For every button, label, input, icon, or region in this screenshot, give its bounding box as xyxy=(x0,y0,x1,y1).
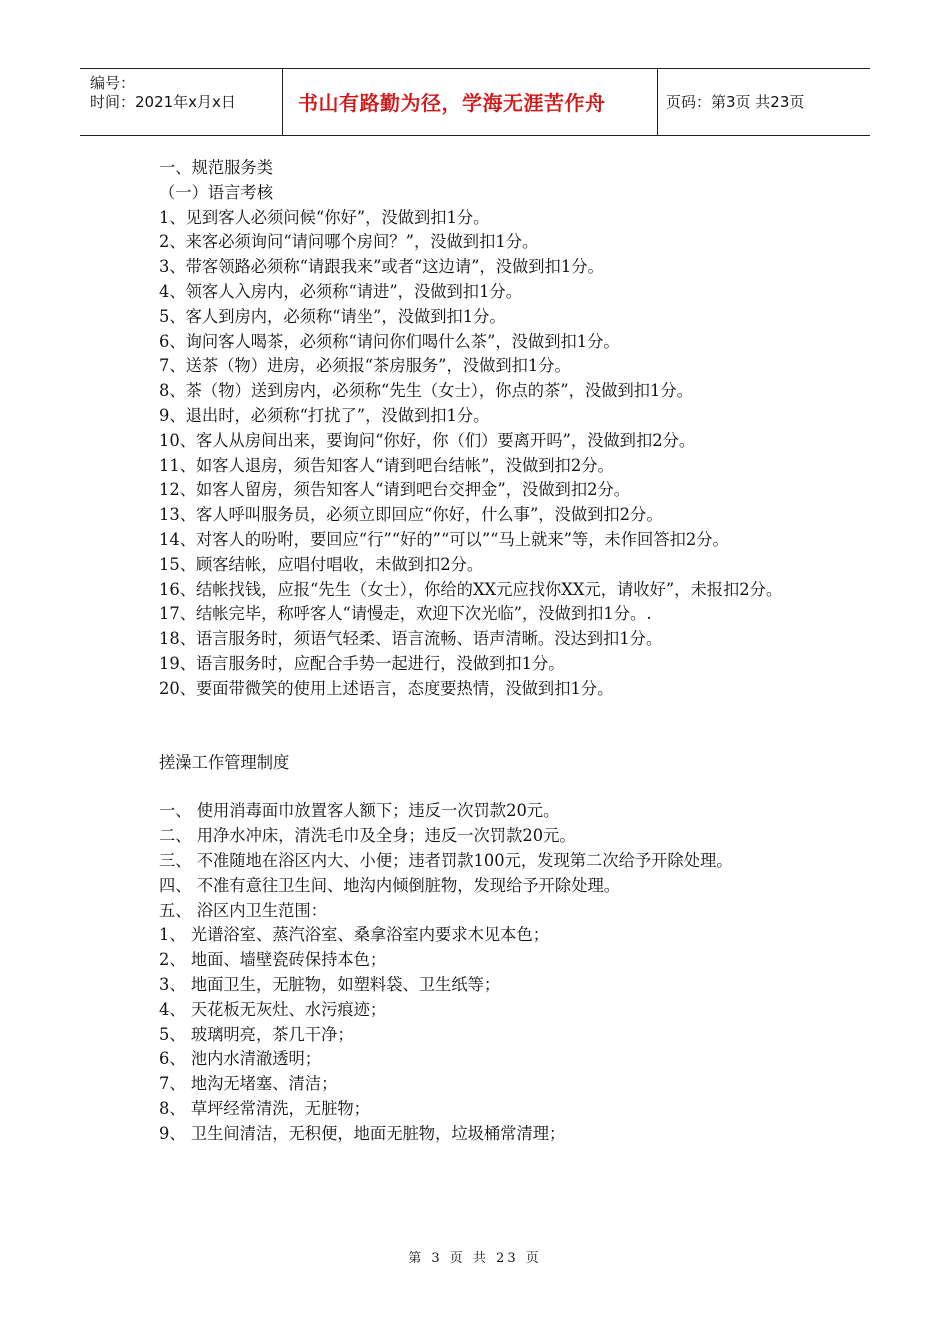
header-page-info: 页码：第3页 共23页 xyxy=(666,93,805,111)
list-item: 11、如客人退房，须告知客人“请到吧台结帐”，没做到扣2分。 xyxy=(159,455,614,475)
list-item: 三、 不准随地在浴区内大、小便；违者罚款100元，发现第二次给予开除处理。 xyxy=(159,850,733,870)
list-item: 13、客人呼叫服务员，必须立即回应“你好，什么事”，没做到扣2分。 xyxy=(159,505,663,525)
list-item: 10、客人从房间出来，要询问“你好，你（们）要离开吗”，没做到扣2分。 xyxy=(159,430,696,450)
header-date: 时间：2021年x月x日 xyxy=(90,93,236,111)
list-item: 二、 用净水冲床，清洗毛巾及全身；违反一次罚款20元。 xyxy=(159,826,576,846)
list-item: 一、 使用消毒面巾放置客人额下；违反一次罚款20元。 xyxy=(159,801,560,821)
page-header xyxy=(80,68,870,136)
list-item: 4、领客人入房内，必须称“请进”，没做到扣1分。 xyxy=(159,281,522,301)
section2-title: 搓澡工作管理制度 xyxy=(159,752,290,772)
list-item: 1、见到客人必须问候“你好”，没做到扣1分。 xyxy=(159,207,490,227)
list-item: 6、询问客人喝茶，必须称“请问你们喝什么茶”，没做到扣1分。 xyxy=(159,331,620,351)
header-divider-right xyxy=(657,68,658,136)
section1-items xyxy=(145,206,835,702)
list-item: 8、 草坪经常清洗，无脏物； xyxy=(159,1098,370,1118)
list-item: 14、对客人的吩咐，要回应“行”“好的”“可以”“马上就来”等，未作回答扣2分。 xyxy=(159,529,729,549)
list-item: 6、 池内水清澈透明； xyxy=(159,1049,322,1069)
list-item: 五、 浴区内卫生范围： xyxy=(159,900,327,920)
list-item: 9、退出时，必须称“打扰了”，没做到扣1分。 xyxy=(159,405,490,425)
list-item: 15、顾客结帐，应唱付唱收，未做到扣2分。 xyxy=(159,554,484,574)
list-item: 7、 地沟无堵塞、清洁； xyxy=(159,1074,338,1094)
list-item: 9、 卫生间清洁，无积便，地面无脏物，垃圾桶常清理； xyxy=(159,1123,566,1143)
list-item: 2、 地面、墙壁瓷砖保持本色； xyxy=(159,950,387,970)
header-number-label: 编号： xyxy=(90,74,136,92)
list-item: 7、送茶（物）进房，必须报“茶房服务”，没做到扣1分。 xyxy=(159,356,571,376)
document-body xyxy=(145,156,835,1146)
list-item: 3、带客领路必须称“请跟我来”或者“这边请”，没做到扣1分。 xyxy=(159,257,604,277)
page-footer: 第 3 页 共 23 页 xyxy=(408,1251,542,1266)
header-divider-left xyxy=(282,68,283,136)
list-item: 12、如客人留房，须告知客人“请到吧台交押金”，没做到扣2分。 xyxy=(159,480,631,500)
section2-hygiene xyxy=(145,923,835,1146)
list-item: 3、 地面卫生，无脏物，如塑料袋、卫生纸等； xyxy=(159,974,501,994)
list-item: 5、客人到房内，必须称“请坐”，没做到扣1分。 xyxy=(159,306,506,326)
header-bottom-rule xyxy=(80,135,870,136)
header-motto: 书山有路勤为径，学海无涯苦作舟 xyxy=(298,91,606,115)
list-item: 19、语言服务时，应配合手势一起进行，没做到扣1分。 xyxy=(159,653,565,673)
list-item: 8、茶（物）送到房内，必须称“先生（女士），你点的茶”，没做到扣1分。 xyxy=(159,381,693,401)
list-item: 2、来客必须询问“请问哪个房间？”，没做到扣1分。 xyxy=(159,232,539,252)
list-item: 20、要面带微笑的使用上述语言，态度要热情，没做到扣1分。 xyxy=(159,678,614,698)
header-top-rule xyxy=(80,68,870,69)
section2-rules xyxy=(145,799,835,923)
list-item: 1、 光谱浴室、蒸汽浴室、桑拿浴室内要求木见本色； xyxy=(159,925,550,945)
section1-title: 一、规范服务类 xyxy=(159,158,273,177)
list-item: 5、 玻璃明亮，茶几干净； xyxy=(159,1024,354,1044)
spacer xyxy=(145,775,835,799)
list-item: 17、结帐完毕，称呼客人“请慢走，欢迎下次光临”，没做到扣1分。. xyxy=(159,604,652,624)
list-item: 18、语言服务时，须语气轻柔、语言流畅、语声清晰。没达到扣1分。 xyxy=(159,629,663,649)
list-item: 4、 天花板无灰灶、水污痕迹； xyxy=(159,999,387,1019)
section1-subtitle: （一）语言考核 xyxy=(159,182,273,202)
list-item: 16、结帐找钱，应报“先生（女士），你给的XX元应找你XX元，请收好”，未报扣2分。 xyxy=(159,579,783,599)
spacer xyxy=(145,702,835,751)
list-item: 四、 不准有意往卫生间、地沟内倾倒脏物，发现给予开除处理。 xyxy=(159,875,621,895)
